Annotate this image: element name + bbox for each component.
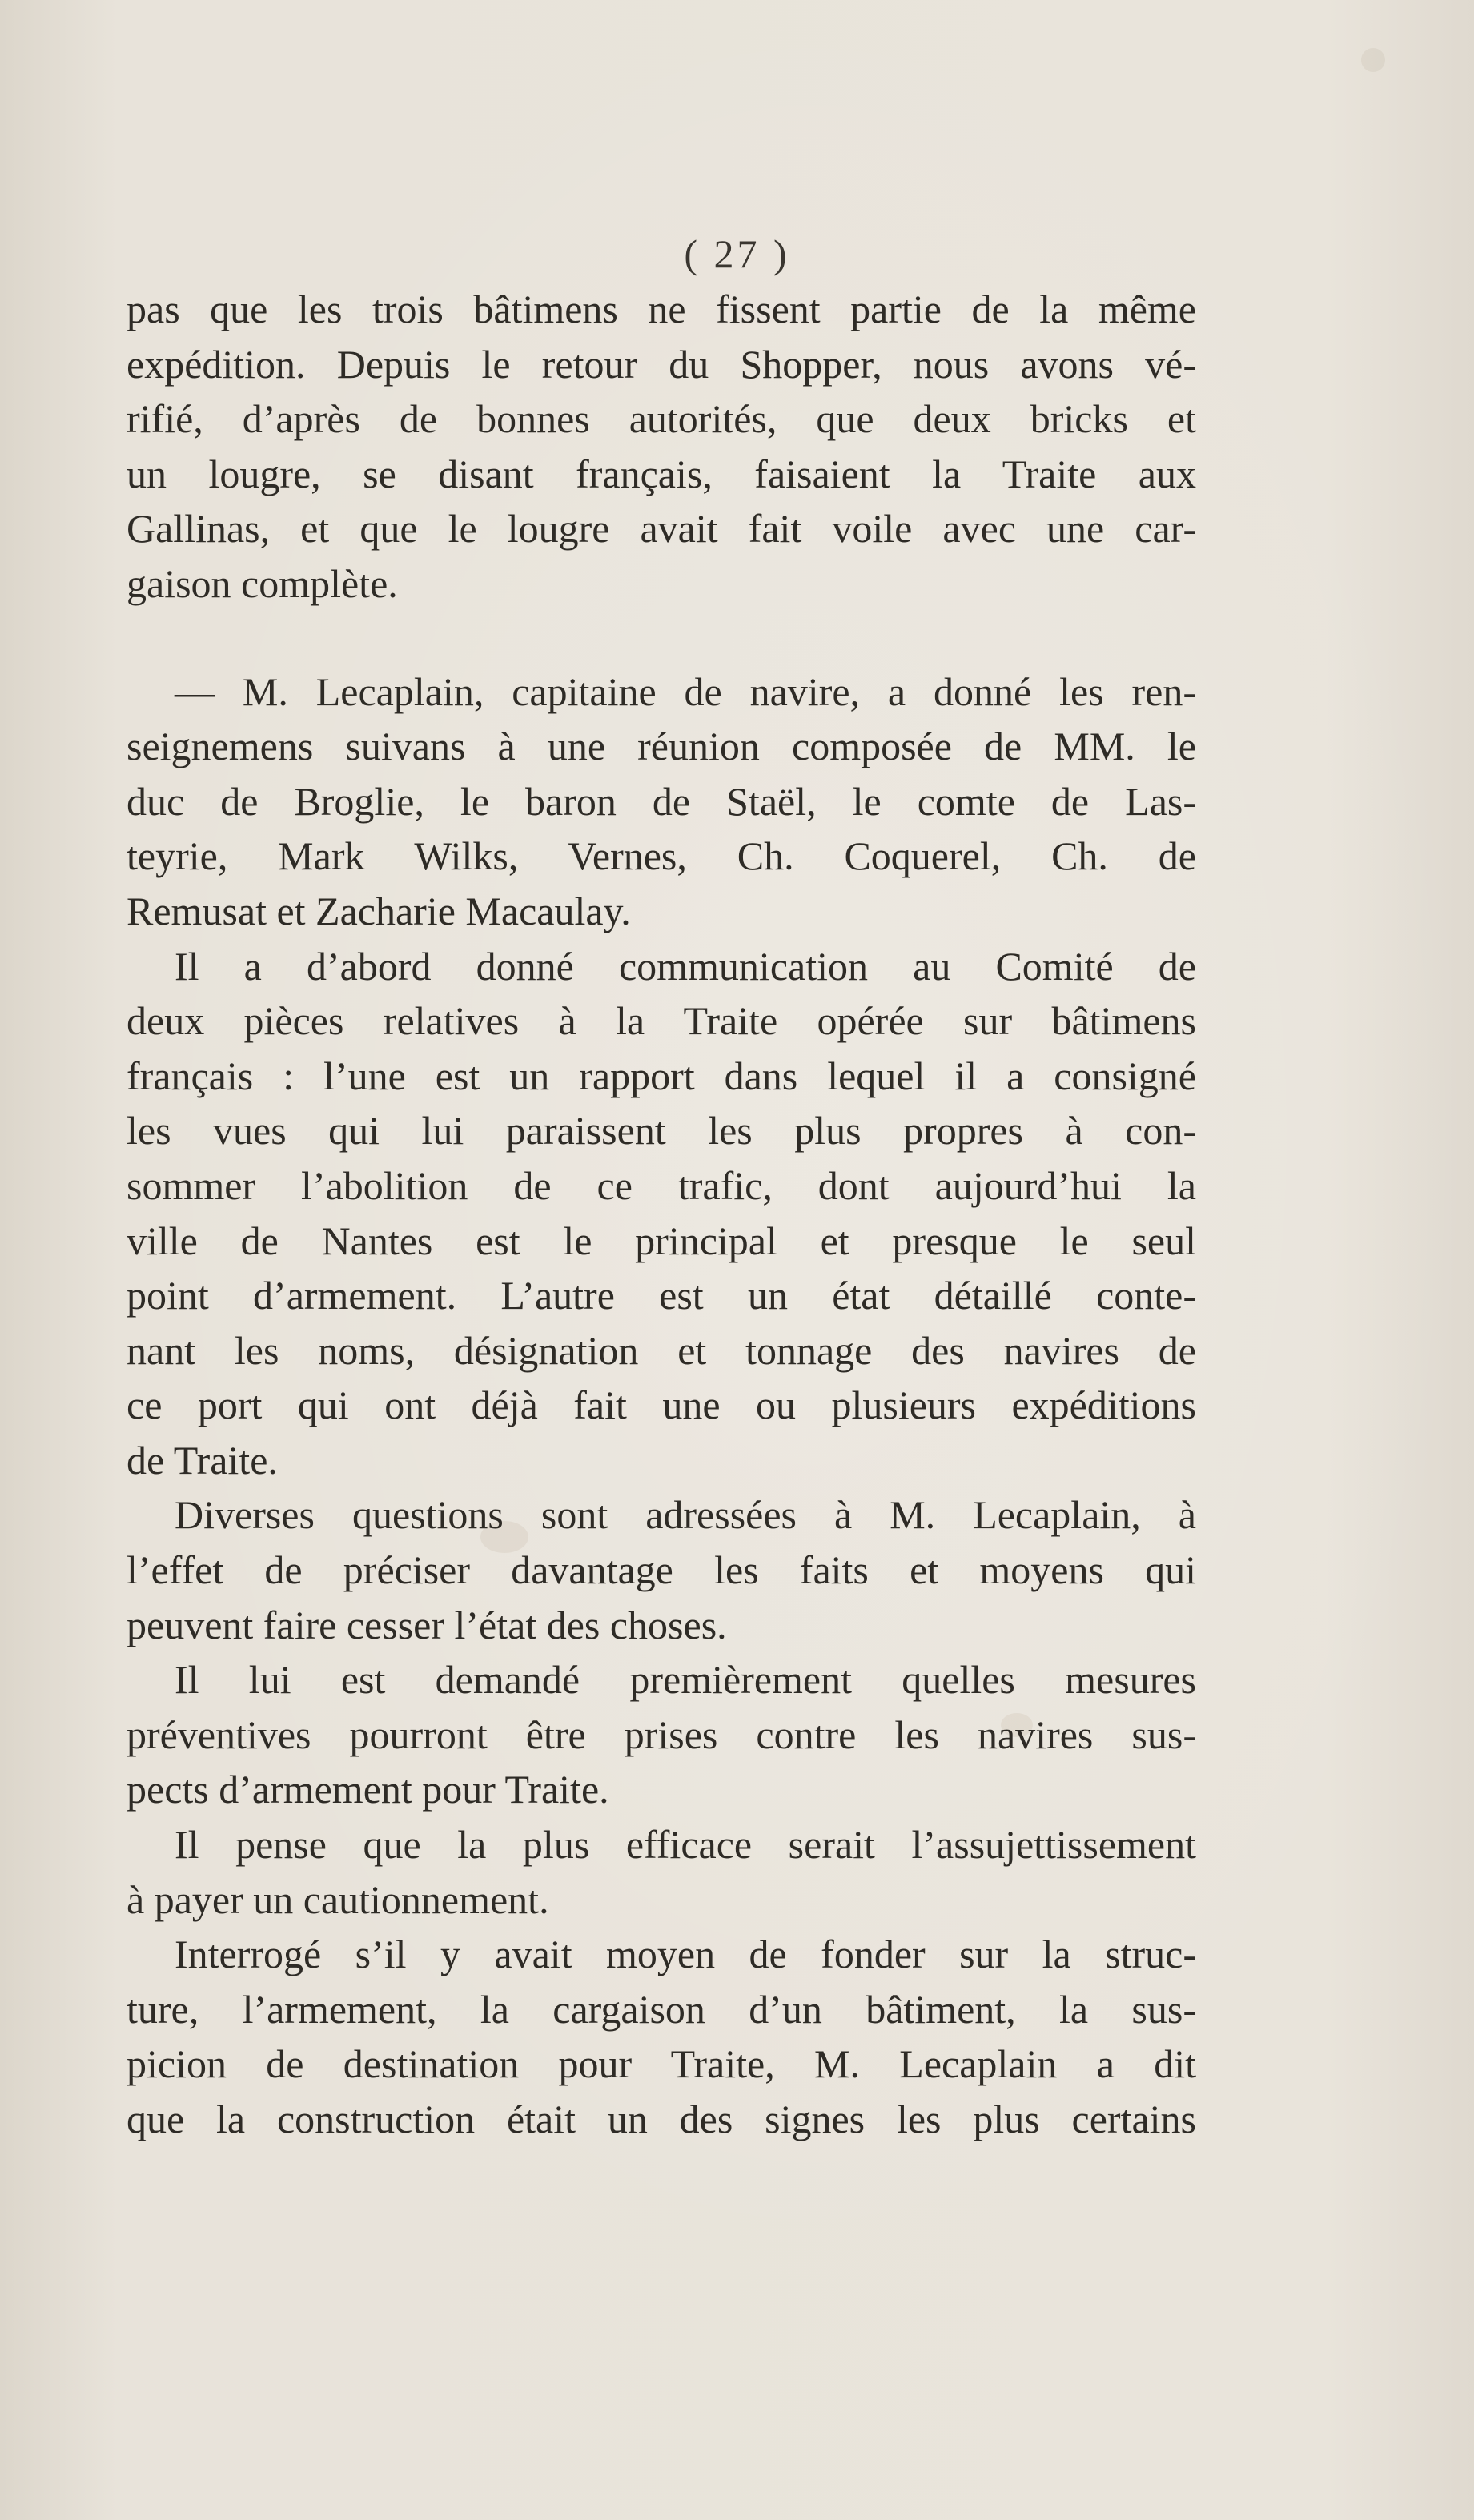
paragraph [127,1817,1196,1927]
text-line: Il lui est demandé premièrement quelles mesures [175,1657,1196,1703]
text-line: Diverses questions sont adressées à M. Lecaplain, à [175,1492,1196,1538]
paragraph [127,1927,1196,2146]
text-line: Il a d’abord donné communication au Comité de [175,943,1196,989]
body-text [127,282,1196,2147]
text-line: pas que les trois bâtimens ne fissent partie de la même [127,287,1196,331]
text-line: rifié, d’après de bonnes autorités, que deux bricks et [127,396,1196,442]
paragraph [127,939,1196,1488]
text-line: que la construction était un des signes les plus certains [127,2097,1196,2141]
text-line: préventives pourront être prises contre les navires sus- [127,1711,1196,1757]
text-line: l’effet de préciser davantage les faits et moyens qui [127,1547,1196,1593]
text-line: deux pièces relatives à la Traite opérée sur bâtimens [127,998,1196,1044]
text-line: pects d’armement pour Traite. [127,1767,609,1812]
text-line: duc de Broglie, le baron de Staël, le comte de Las- [127,778,1196,824]
text-line: Remusat et Zacharie Macaulay. [127,888,631,933]
page-number: ( 27 ) [684,231,790,276]
text-line: ture, l’armement, la cargaison d’un bâtiment, la sus- [127,1986,1196,2032]
text-line: seignemens suivans à une réunion composée de MM. le [127,724,1196,769]
text-line: nant les noms, désignation et tonnage des navires de [127,1327,1196,1373]
paragraph [127,1487,1196,1652]
text-line: un lougre, se disant français, faisaient la Traite aux [127,451,1196,496]
text-line: expédition. Depuis le retour du Shopper, nous avons vé- [127,341,1196,387]
paragraph [127,282,1196,612]
paragraph [127,664,1196,939]
text-line: picion de destination pour Traite, M. Lecaplain a dit [127,2041,1196,2087]
paragraph [127,1652,1196,1817]
text-line: teyrie, Mark Wilks, Vernes, Ch. Coquerel, Ch. de [127,833,1196,879]
text-line: de Traite. [127,1437,278,1483]
text-line: à payer un cautionnement. [127,1876,549,1922]
paper-stain [1361,48,1385,72]
text-line: Il pense que la plus efficace serait l’assujettissement [175,1822,1196,1868]
text-line: Gallinas, et que le lougre avait fait voile avec une car- [127,506,1196,552]
text-line: peuvent faire cesser l’état des choses. [127,1602,727,1647]
text-line: — M. Lecaplain, capitaine de navire, a donné les ren- [175,668,1196,714]
text-line: ville de Nantes est le principal et presque le seul [127,1218,1196,1263]
text-line: Interrogé s’il y avait moyen de fonder sur la struc- [175,1932,1196,1977]
text-line: les vues qui lui paraissent les plus propres à con- [127,1108,1196,1154]
text-line: ce port qui ont déjà fait une ou plusieurs expéditions [127,1382,1196,1428]
text-line: sommer l’abolition de ce trafic, dont aujourd’hui la [127,1162,1196,1208]
text-line: gaison complète. [127,560,398,606]
text-line: français : l’une est un rapport dans lequel il a consigné [127,1053,1196,1098]
text-line: point d’armement. L’autre est un état détaillé conte- [127,1273,1196,1318]
